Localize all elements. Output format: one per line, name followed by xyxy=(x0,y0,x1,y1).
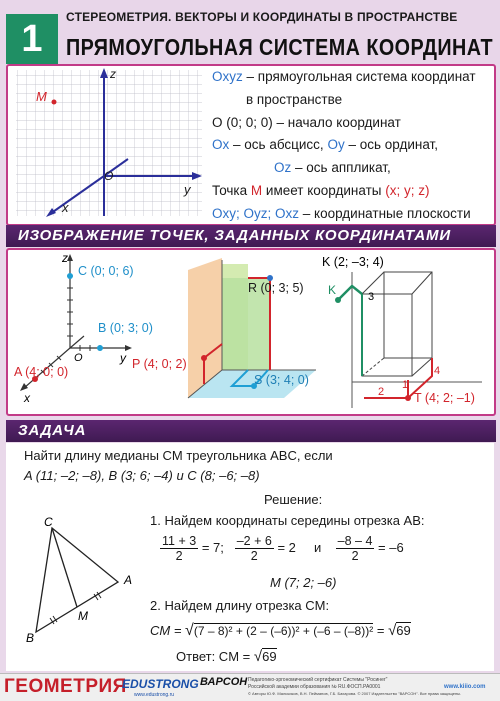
point-c-label: C (0; 0; 6) xyxy=(78,264,134,278)
definitions xyxy=(212,66,476,226)
footer-info-3: © Авторы Ю.Ф. Мальчиков, В.Н. Пейманов, Г.Б. Бахарова. © 2007 Издательство "ВАРСОН". Все права защищены. xyxy=(248,691,462,696)
fig1-z-label: z xyxy=(62,251,68,265)
task-line-1: Найти длину медианы CM треугольника ABC, если xyxy=(24,448,333,463)
midpoint-result: M (7; 2; –6) xyxy=(270,575,337,590)
box-number-2: 2 xyxy=(378,386,385,398)
def-line-7: Oxy; Oyz; Oxz – координатные плоскости xyxy=(212,205,471,221)
section-banner-points: ИЗОБРАЖЕНИЕ ТОЧЕК, ЗАДАННЫХ КООРДИНАТАМИ xyxy=(6,225,496,247)
answer-line: Ответ: CM = √69 xyxy=(176,648,277,665)
figure-coordinate-planes xyxy=(128,258,328,406)
point-k-coords-label: K (2; –3; 4) xyxy=(322,255,384,269)
chapter-number: 1 xyxy=(6,14,58,64)
point-m-midpoint-label: M xyxy=(78,609,88,623)
fraction-z: $\frac{-8 - 4}{2}$ xyxy=(337,534,373,563)
solution-heading: Решение: xyxy=(264,492,323,507)
def-line-3: O (0; 0; 0) – начало координат xyxy=(212,114,401,130)
box-number-3: 3 xyxy=(368,291,375,303)
step-1: 1. Найдем координаты середины отрезка AB: xyxy=(150,513,425,528)
supertitle: СТЕРЕОМЕТРИЯ. ВЕКТОРЫ И КООРДИНАТЫ В ПРОСТРАНСТВЕ xyxy=(66,10,458,24)
footer-brand: EDUSTRONG xyxy=(122,677,199,691)
def-line-2: в пространстве xyxy=(246,91,343,107)
box-number-4: 4 xyxy=(434,365,441,377)
fig1-y-label: y xyxy=(120,351,126,365)
point-m-label: M xyxy=(36,89,47,104)
point-s-label: S (3; 4; 0) xyxy=(254,373,309,387)
page-title: ПРЯМОУГОЛЬНАЯ СИСТЕМА КООРДИНАТ xyxy=(66,34,493,60)
footer-partner: ВАРСОН xyxy=(200,676,248,688)
fig1-x-label: x xyxy=(24,391,30,405)
vertex-b-label: B xyxy=(26,631,35,644)
footer-info-2: Российской академии образования № RU.ФОСП.РА0001 xyxy=(248,684,381,690)
box-number-1: 1 xyxy=(402,379,409,391)
footer-subject: ГЕОМЕТРИЯ xyxy=(4,676,127,697)
axis-x-label: x xyxy=(62,200,69,215)
point-k-label: K xyxy=(328,283,337,297)
fraction-x: $\frac{11 + 3}{2}$ xyxy=(162,534,197,563)
footer-site: www.edustrong.ru xyxy=(134,692,175,698)
def-line-6: Точка M имеет координаты (x; y; z) xyxy=(212,182,430,198)
def-line-5: Oz – ось аппликат, xyxy=(274,160,391,176)
triangle-figure xyxy=(20,512,144,644)
midpoint-formulas: $\frac{11 + 3}{2}$ = 7; $\frac{-2 + 6}{2}$ = 2 и $\frac{-8 - 4}{2}$ = –6 xyxy=(162,534,404,563)
def-line-1: Oxyz – прямоугольная система координат xyxy=(212,69,476,84)
axis-z-label: z xyxy=(110,67,116,81)
point-b-label: B (0; 3; 0) xyxy=(98,321,153,335)
task-line-2: A (11; –2; –8), B (3; 6; –4) и C (8; –6; –8) xyxy=(24,468,260,483)
section-banner-task: ЗАДАЧА xyxy=(6,420,496,442)
vertex-c-label: C xyxy=(44,515,53,529)
point-t-label: T (4; 2; –1) xyxy=(414,391,475,405)
footer-info-1: Педагогико-эргономический сертификат Системы "Росинег" xyxy=(248,677,388,683)
step-2: 2. Найдем длину отрезка CM: xyxy=(150,598,330,613)
footer-right-site: www.kiiio.com xyxy=(444,684,486,690)
figure-box-points xyxy=(322,252,490,408)
fraction-y: $\frac{-2 + 6}{2}$ xyxy=(236,534,272,563)
origin-label: O xyxy=(104,169,114,183)
def-line-4: Ox – ось абсцисс, Oy – ось ординат, xyxy=(212,137,438,153)
point-p-label: P (4; 0; 2) xyxy=(132,357,187,371)
point-r-label: R (0; 3; 5) xyxy=(248,281,304,295)
length-formula: CM = √(7 – 8)² + (2 – (–6))² + (–6 – (–8))² = √69 xyxy=(150,622,411,639)
coordinate-grid-figure xyxy=(8,66,206,220)
fig1-origin-label: O xyxy=(74,352,83,364)
axis-y-label: y xyxy=(184,182,191,197)
vertex-a-label: A xyxy=(124,573,133,587)
point-a-label: A (4; 0; 0) xyxy=(14,365,69,379)
